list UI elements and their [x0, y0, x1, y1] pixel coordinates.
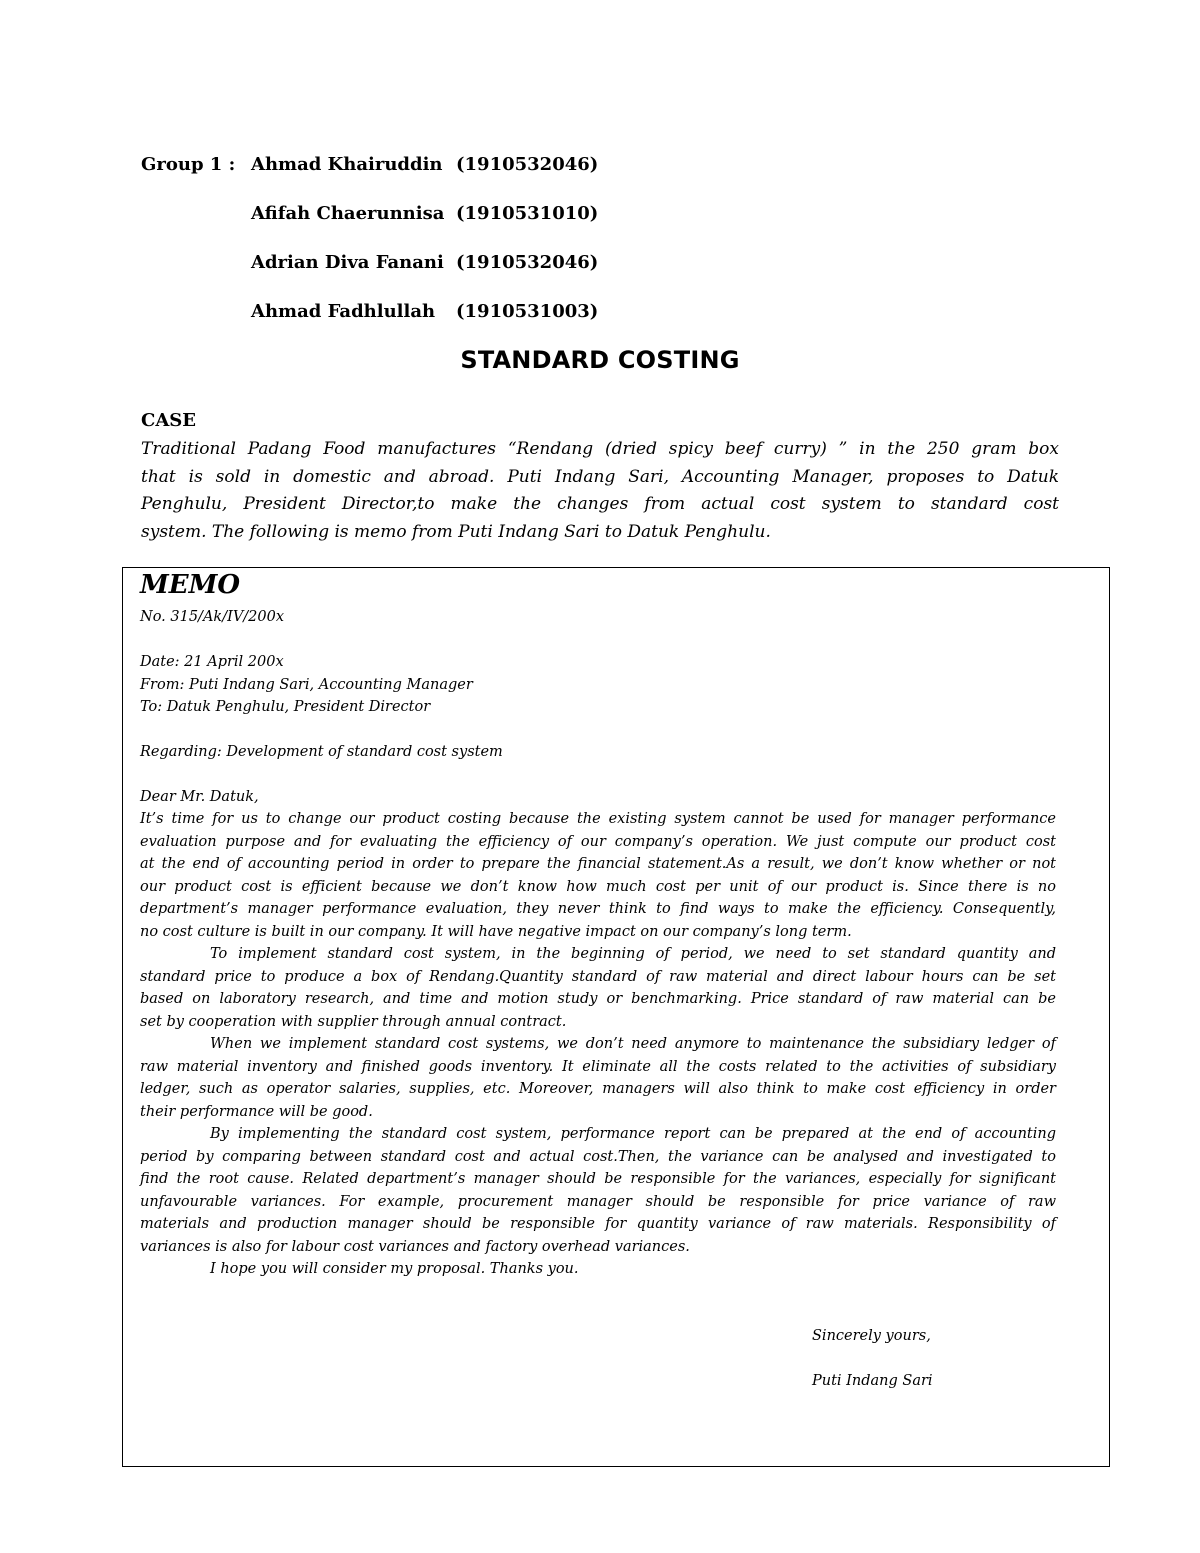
document-title: STANDARD COSTING: [460, 346, 740, 374]
member-id: (1910531010): [456, 203, 599, 224]
memo-closing-text: Sincerely yours,: [812, 1328, 931, 1344]
group-members-block: [141, 140, 598, 336]
case-line: Traditional Padang Food manufactures “Rendang (dried spicy beef curry) ” in the 250 gram box: [141, 439, 1059, 459]
memo-regarding-text: Regarding: Development of standard cost system: [140, 744, 503, 760]
memo-body-line: ledger, such as operator salaries, supplies, etc. Moreover, managers will also think to make cost efficiency in order: [140, 1081, 1056, 1097]
member-name: Afifah Chaerunnisa: [251, 203, 445, 224]
memo-body-line: I hope you will consider my proposal. Thanks you.: [210, 1261, 579, 1277]
memo-from: From: Puti Indang Sari, Accounting Manager: [140, 676, 473, 693]
memo-body: [140, 808, 1056, 1281]
memo-salutation: [140, 786, 259, 809]
memo-regarding: [140, 741, 503, 764]
memo-signature-text: Puti Indang Sari: [812, 1373, 933, 1389]
case-line: that is sold in domestic and abroad. Puti Indang Sari, Accounting Manager, proposes to Datuk: [141, 466, 1059, 487]
memo-body-line: our product cost is efficient because we don’t know how much cost per unit of our product is. Since there is no: [140, 878, 1056, 895]
memo-body-line: set by cooperation with supplier through annual contract.: [140, 1013, 567, 1030]
member-id: (1910532046): [456, 154, 599, 175]
memo-body-line: variances is also for labour cost variances and factory overhead variances.: [140, 1238, 690, 1255]
memo-body-line: unfavourable variances. For example, procurement manager should be responsible for price variance of raw: [140, 1193, 1056, 1210]
group-row: [141, 189, 598, 238]
memo-body-line: their performance will be good.: [140, 1103, 373, 1120]
memo-body-line: based on laboratory research, and time and motion study or benchmarking. Price standard of raw material can be: [140, 991, 1056, 1007]
group-row: [141, 287, 598, 336]
memo-date: Date: 21 April 200x: [140, 654, 284, 670]
memo-body-line: period by comparing between standard cost and actual cost.Then, the variance can be analysed and investigated to: [140, 1148, 1056, 1165]
group-label: Group 1 :: [141, 154, 236, 175]
memo-body-line: department’s manager performance evaluation, they never think to find ways to make the efficiency. Consequently,: [140, 901, 1056, 917]
memo-number: [140, 606, 284, 629]
memo-body-line: evaluation purpose and for evaluating the efficiency of our company’s operation. We just compute our product cost: [140, 833, 1056, 850]
memo-number-text: No. 315/Ak/IV/200x: [140, 609, 285, 625]
memo-signature: [812, 1370, 933, 1393]
memo-body-line: materials and production manager should be responsible for quantity variance of raw materials. Responsibility of: [140, 1216, 1056, 1232]
case-line: system. The following is memo from Puti Indang Sari to Datuk Penghulu.: [141, 521, 771, 542]
memo-body-line: When we implement standard cost systems, we don’t need anymore to maintenance the subsidiary ledger of: [210, 1036, 1056, 1052]
memo-body-line: find the root cause. Related department’s manager should be responsible for the variances, especially for significant: [140, 1171, 1056, 1187]
member-id: (1910532046): [456, 252, 599, 273]
member-id: (1910531003): [456, 301, 599, 322]
memo-body-line: at the end of accounting period in order to prepare the financial statement.As a result, we don’t know whether or not: [140, 856, 1056, 872]
memo-body-line: To implement standard cost system, in the beginning of period, we need to set standard quantity and: [210, 946, 1056, 962]
memo-closing: [812, 1325, 931, 1348]
memo-body-line: It’s time for us to change our product costing because the existing system cannot be used for manager performance: [140, 811, 1056, 827]
member-name: Adrian Diva Fanani: [251, 252, 444, 273]
group-row: [141, 238, 598, 287]
case-description: [141, 436, 1059, 546]
memo-body-line: no cost culture is built in our company. It will have negative impact on our company’s long term.: [140, 923, 852, 940]
case-line: Penghulu, President Director,to make the changes from actual cost system to standard cost: [141, 494, 1059, 514]
case-label: CASE: [141, 410, 197, 431]
memo-body-line: raw material inventory and finished goods inventory. It eliminate all the costs related to the activities of subsidiary: [140, 1058, 1056, 1075]
memo-body-line: By implementing the standard cost system, performance report can be prepared at the end of accounting: [210, 1126, 1056, 1142]
memo-salutation-text: Dear Mr. Datuk,: [140, 789, 259, 805]
memo-title: MEMO: [140, 570, 241, 600]
group-row: [141, 140, 598, 189]
memo-header: [140, 651, 473, 719]
member-name: Ahmad Khairuddin: [251, 154, 443, 175]
memo-to: To: Datuk Penghulu, President Director: [140, 699, 431, 715]
member-name: Ahmad Fadhlullah: [251, 301, 436, 322]
memo-body-line: standard price to produce a box of Rendang.Quantity standard of raw material and direct labour hours can be set: [140, 968, 1056, 985]
